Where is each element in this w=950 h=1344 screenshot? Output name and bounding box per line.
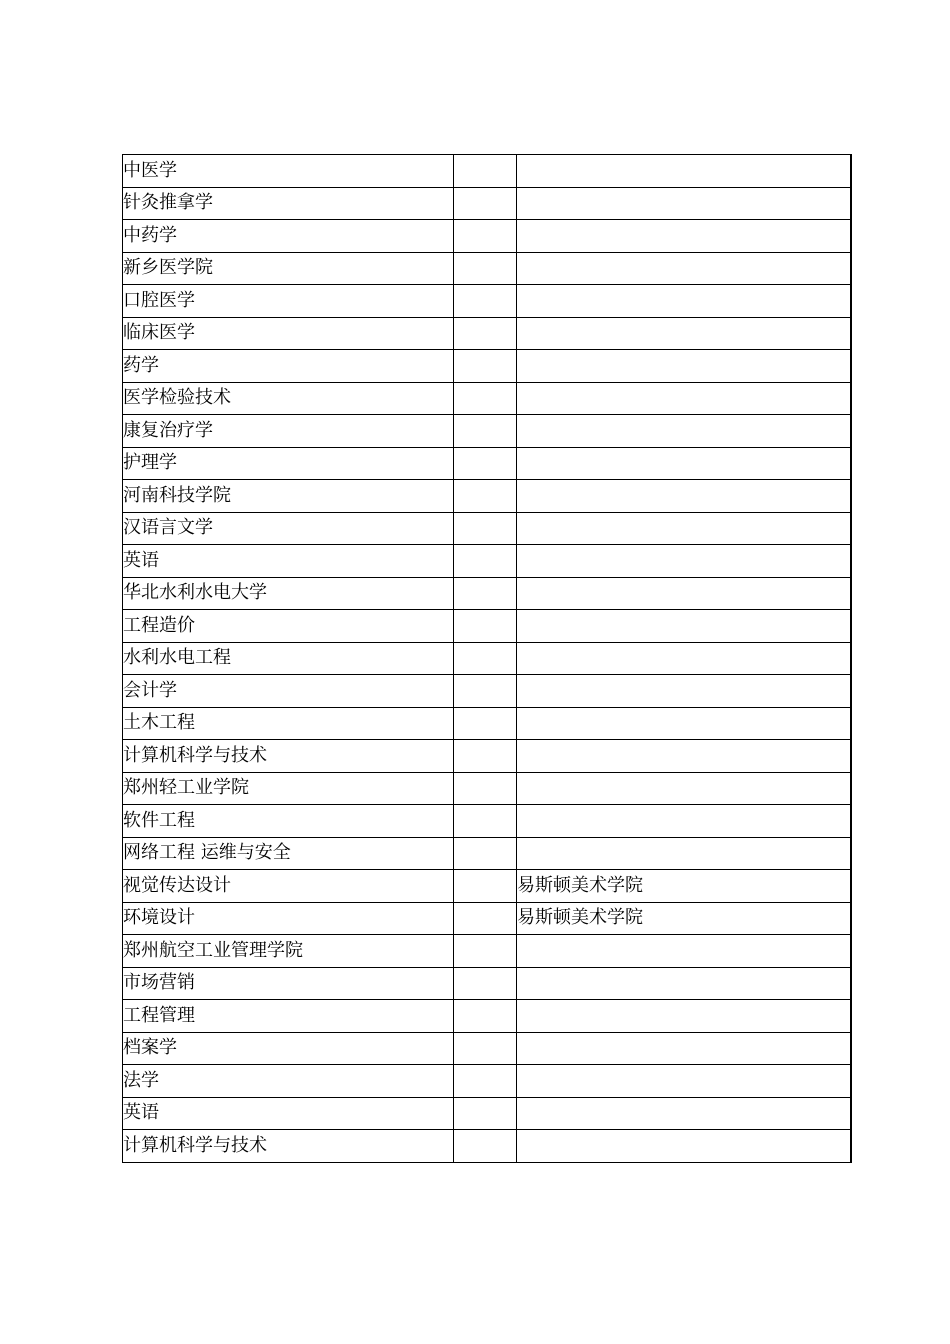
major-name-cell: 档案学: [123, 1032, 454, 1065]
blank-cell: [454, 707, 517, 740]
blank-cell: [454, 1130, 517, 1163]
note-cell: [517, 317, 851, 350]
major-row: [123, 902, 851, 935]
note-cell: [517, 707, 851, 740]
blank-cell: [454, 285, 517, 318]
major-row: [123, 1000, 851, 1033]
major-name-cell: 会计学: [123, 675, 454, 708]
note-cell: [517, 252, 851, 285]
major-name-cell: 针灸推拿学: [123, 187, 454, 220]
major-row: [123, 837, 851, 870]
school-name-cell: 郑州航空工业管理学院: [123, 935, 454, 968]
major-name-cell: 中药学: [123, 220, 454, 253]
note-cell: [517, 1097, 851, 1130]
school-row: [123, 480, 851, 513]
major-name-cell: 中医学: [123, 155, 454, 188]
major-name-cell: 计算机科学与技术: [123, 740, 454, 773]
majors-table-body: [123, 155, 851, 1163]
note-cell: [517, 610, 851, 643]
school-row: [123, 577, 851, 610]
blank-cell: [454, 740, 517, 773]
blank-cell: [454, 935, 517, 968]
major-name-cell: 临床医学: [123, 317, 454, 350]
note-cell: 易斯顿美术学院: [517, 870, 851, 903]
major-name-cell: 水利水电工程: [123, 642, 454, 675]
blank-cell: [454, 642, 517, 675]
note-cell: [517, 1065, 851, 1098]
blank-cell: [454, 155, 517, 188]
major-row: [123, 415, 851, 448]
note-cell: 易斯顿美术学院: [517, 902, 851, 935]
note-cell: [517, 187, 851, 220]
major-name-cell: 英语: [123, 1097, 454, 1130]
major-row: [123, 187, 851, 220]
major-name-cell: 医学检验技术: [123, 382, 454, 415]
blank-cell: [454, 350, 517, 383]
blank-cell: [454, 512, 517, 545]
major-name-cell: 土木工程: [123, 707, 454, 740]
major-row: [123, 967, 851, 1000]
note-cell: [517, 675, 851, 708]
major-row: [123, 870, 851, 903]
blank-cell: [454, 837, 517, 870]
note-cell: [517, 967, 851, 1000]
major-row: [123, 1130, 851, 1163]
major-name-cell: 工程管理: [123, 1000, 454, 1033]
major-name-cell: 计算机科学与技术: [123, 1130, 454, 1163]
blank-cell: [454, 220, 517, 253]
major-row: [123, 317, 851, 350]
blank-cell: [454, 382, 517, 415]
school-name-cell: 郑州轻工业学院: [123, 772, 454, 805]
note-cell: [517, 350, 851, 383]
major-row: [123, 545, 851, 578]
major-name-cell: 汉语言文学: [123, 512, 454, 545]
note-cell: [517, 805, 851, 838]
note-cell: [517, 285, 851, 318]
note-cell: [517, 480, 851, 513]
major-name-cell: 软件工程: [123, 805, 454, 838]
blank-cell: [454, 610, 517, 643]
note-cell: [517, 1130, 851, 1163]
blank-cell: [454, 967, 517, 1000]
blank-cell: [454, 415, 517, 448]
blank-cell: [454, 545, 517, 578]
blank-cell: [454, 1000, 517, 1033]
school-name-cell: 华北水利水电大学: [123, 577, 454, 610]
blank-cell: [454, 317, 517, 350]
note-cell: [517, 155, 851, 188]
note-cell: [517, 577, 851, 610]
note-cell: [517, 1000, 851, 1033]
major-row: [123, 220, 851, 253]
note-cell: [517, 382, 851, 415]
major-name-cell: 视觉传达设计: [123, 870, 454, 903]
major-row: [123, 1032, 851, 1065]
blank-cell: [454, 447, 517, 480]
major-name-cell: 市场营销: [123, 967, 454, 1000]
major-row: [123, 707, 851, 740]
note-cell: [517, 740, 851, 773]
major-row: [123, 382, 851, 415]
major-row: [123, 675, 851, 708]
school-name-cell: 新乡医学院: [123, 252, 454, 285]
blank-cell: [454, 675, 517, 708]
note-cell: [517, 642, 851, 675]
school-name-cell: 河南科技学院: [123, 480, 454, 513]
major-name-cell: 法学: [123, 1065, 454, 1098]
major-name-cell: 护理学: [123, 447, 454, 480]
major-name-cell: 环境设计: [123, 902, 454, 935]
blank-cell: [454, 1032, 517, 1065]
blank-cell: [454, 252, 517, 285]
major-name-cell: 英语: [123, 545, 454, 578]
major-name-cell: 网络工程 运维与安全: [123, 837, 454, 870]
major-row: [123, 805, 851, 838]
blank-cell: [454, 870, 517, 903]
major-row: [123, 512, 851, 545]
blank-cell: [454, 577, 517, 610]
note-cell: [517, 772, 851, 805]
major-name-cell: 口腔医学: [123, 285, 454, 318]
blank-cell: [454, 772, 517, 805]
blank-cell: [454, 902, 517, 935]
major-row: [123, 1097, 851, 1130]
blank-cell: [454, 480, 517, 513]
major-row: [123, 642, 851, 675]
major-row: [123, 610, 851, 643]
school-row: [123, 935, 851, 968]
note-cell: [517, 1032, 851, 1065]
major-row: [123, 155, 851, 188]
blank-cell: [454, 805, 517, 838]
note-cell: [517, 512, 851, 545]
note-cell: [517, 935, 851, 968]
note-cell: [517, 415, 851, 448]
major-name-cell: 工程造价: [123, 610, 454, 643]
note-cell: [517, 545, 851, 578]
school-row: [123, 252, 851, 285]
major-name-cell: 药学: [123, 350, 454, 383]
blank-cell: [454, 187, 517, 220]
school-row: [123, 772, 851, 805]
blank-cell: [454, 1097, 517, 1130]
blank-cell: [454, 1065, 517, 1098]
major-row: [123, 447, 851, 480]
note-cell: [517, 837, 851, 870]
note-cell: [517, 220, 851, 253]
major-row: [123, 1065, 851, 1098]
major-name-cell: 康复治疗学: [123, 415, 454, 448]
majors-table: [122, 154, 852, 1163]
major-row: [123, 350, 851, 383]
major-row: [123, 740, 851, 773]
note-cell: [517, 447, 851, 480]
major-row: [123, 285, 851, 318]
